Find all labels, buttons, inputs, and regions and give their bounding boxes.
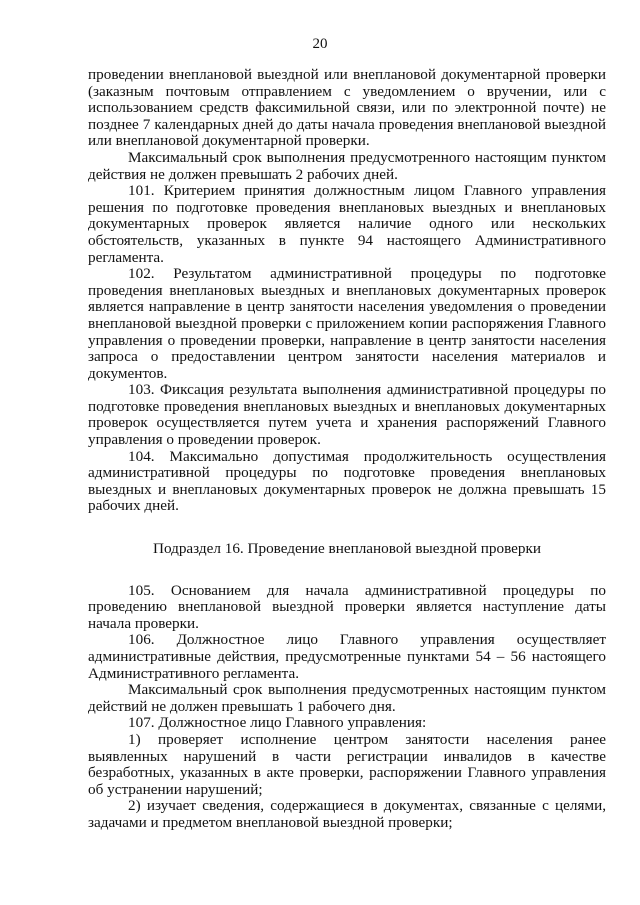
paragraph-105: 105. Основанием для начала административной процедуры по проведению внеплановой выездной проверки является наступление даты начала проверки. (88, 581, 606, 632)
paragraph-max-term-1-day: Максимальный срок выполнения предусмотренных настоящим пунктом действий не должен превышать 1 рабочего дня. (88, 681, 606, 715)
paragraph-102: 102. Результатом административной процедуры по подготовке проведения внеплановых выездных и внеплановых документарных проверок является направление в центр занятости населения уведомления о проведении внеплановой выездной проверки с приложением копии распоряжения Главного управления о проведении проверки, направление в центр занятости населения запроса о предоставлении центром занятости населения материалов и документов. (88, 265, 606, 382)
subsection-title: Подраздел 16. Проведение внеплановой выездной проверки (152, 540, 541, 558)
document-body (88, 67, 606, 832)
list-item-1: 1) проверяет исполнение центром занятости населения ранее выявленных нарушений в части регистрации инвалидов в качестве безработных, указанных в акте проверки, распоряжении Главного управления об устранении нарушений; (88, 730, 606, 798)
paragraph-continuation: проведении внеплановой выездной или внеплановой документарной проверки (заказным почтовым отправлением с уведомлением о вручении, или с использованием средств факсимильной связи, или по электронной почте) не позднее 7 календарных дней до даты начала проведения внеплановой выездной или внеплановой документарной проверки. (88, 66, 606, 150)
paragraph-104: 104. Максимально допустимая продолжительность осуществления административной процедуры по подготовке проведения внеплановых выездных и внеплановых документарных проверок не должна превышать 15 рабочих дней. (88, 447, 606, 515)
paragraph-103: 103. Фиксация результата выполнения административной процедуры по подготовке проведения внеплановых выездных и внеплановых документарных проверок осуществляется путем учета и хранения распоряжений Главного управления о проведении проверок. (88, 381, 606, 449)
paragraph-max-term-2-days: Максимальный срок выполнения предусмотренного настоящим пунктом действия не должен превышать 2 рабочих дней. (88, 148, 606, 183)
page-number: 20 (312, 36, 328, 52)
list-item-2: 2) изучает сведения, содержащиеся в документах, связанные с целями, задачами и предметом внеплановой выездной проверки; (88, 797, 606, 831)
paragraph-107: 107. Должностное лицо Главного управления: (128, 714, 427, 732)
paragraph-106: 106. Должностное лицо Главного управления осуществляет административные действия, предусмотренные пунктами 54 – 56 настоящего Административного регламента. (88, 631, 606, 682)
paragraph-101: 101. Критерием принятия должностным лицом Главного управления решения по подготовке проведения внеплановых выездных и внеплановых документарных проверок является наличие одного или нескольких обстоятельств, указанных в пункте 94 настоящего Административного регламента. (88, 182, 606, 266)
